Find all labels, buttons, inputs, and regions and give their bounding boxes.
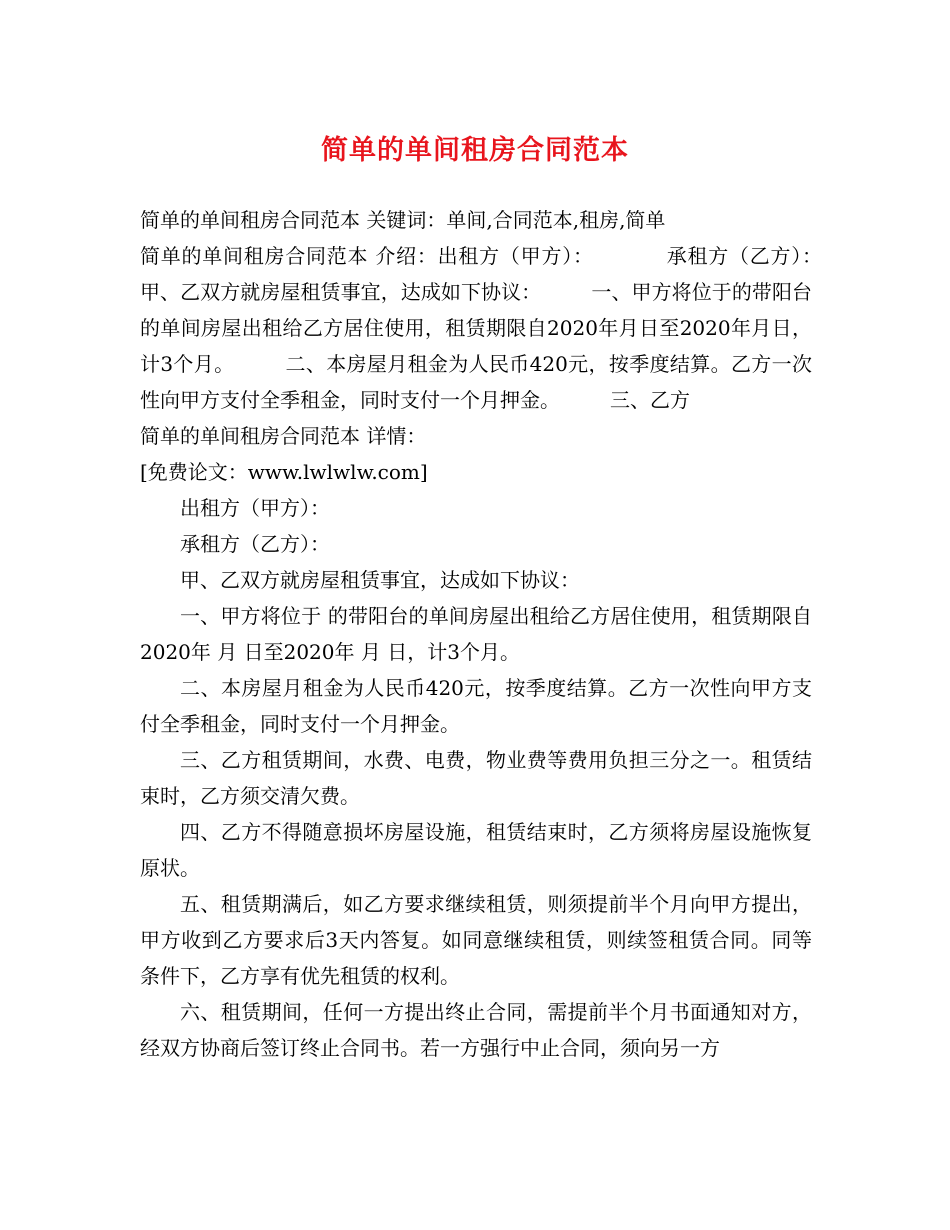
clause-4: 四、乙方不得随意损坏房屋设施，租赁结束时，乙方须将房屋设施恢复原状。	[140, 820, 812, 880]
source-line: [免费论文：www.lwlwlw.com]	[140, 460, 428, 484]
paragraph-lessor: 出租方（甲方）：	[180, 496, 330, 520]
keywords-line: 简单的单间租房合同范本 关键词：单间,合同范本,租房,简单	[140, 208, 666, 232]
clause-2: 二、本房屋月租金为人民币420元，按季度结算。乙方一次性向甲方支付全季租金，同时支付一个月押金。	[140, 676, 812, 736]
clause-6: 六、租赁期间，任何一方提出终止合同，需提前半个月书面通知对方，经双方协商后签订终止合同书。若一方强行中止合同，须向另一方	[140, 1000, 812, 1060]
details-line: 简单的单间租房合同范本 详情：	[140, 424, 427, 448]
intro-paragraph: 简单的单间租房合同范本 介绍：出租方（甲方）： 承租方（乙方）： 甲、乙双方就房屋租赁事宜，达成如下协议： 一、甲方将位于的带阳台的单间房屋出租给乙方居住使用，租赁期限自2020年月日至2020年月日，计3个月。 二、本房屋月租金为人民币420元，按季度结算。乙方一次性向甲方支付全季租金，同时支付一个月押金。 三、乙方	[140, 244, 872, 412]
document-body	[140, 202, 872, 1066]
clause-3: 三、乙方租赁期间，水费、电费，物业费等费用负担三分之一。租赁结束时，乙方须交清欠费。	[140, 748, 812, 808]
clause-5: 五、租赁期满后，如乙方要求继续租赁，则须提前半个月向甲方提出，甲方收到乙方要求后3天内答复。如同意继续租赁，则续签租赁合同。同等条件下，乙方享有优先租赁的权利。	[140, 892, 812, 988]
document-title: 简单的单间租房合同范本	[321, 135, 629, 166]
paragraph-agreement-intro: 甲、乙双方就房屋租赁事宜，达成如下协议：	[180, 568, 580, 592]
clause-1: 一、甲方将位于 的带阳台的单间房屋出租给乙方居住使用，租赁期限自2020年 月 日至2020年 月 日，计3个月。	[140, 604, 812, 664]
paragraph-lessee: 承租方（乙方）：	[180, 532, 330, 556]
